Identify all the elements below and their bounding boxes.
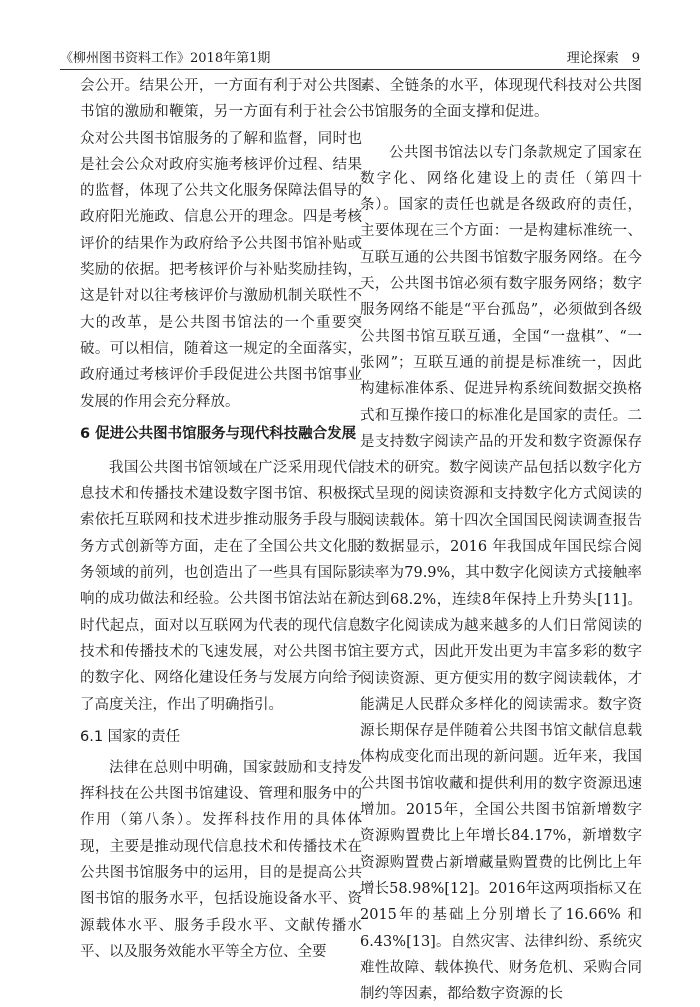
- paragraph: 我国公共图书馆领域在广泛采用现代信息技术和传播技术建设数字图书馆、积极探索依托互联网和技术进步推动服务手段与服务方式创新等方面，走在了全国公共文化服务领域的前列，也创造出了一些具有国际影响的成功做法和经验。公共图书馆法站在新时代起点，面对以互联网为代表的现代信息技术和传播技术的飞速发展，对公共图书馆的数字化、网络化建设任务与发展方向给予了高度关注，作出了明确指引。: [80, 459, 362, 713]
- paragraph: 会公开。结果公开，一方面有利于对公共图书馆的激励和鞭策，另一方面有利于社会公众对公共图书馆服务的了解和监督，同时也是社会公众对政府实施考核评价过程、结果的监督，体现了公共文化服务保障法倡导的政府阳光施政、信息公开的理念。四是考核评价的结果作为政府给予公共图书馆补贴或奖励的依据。把考核评价与补贴奖励挂钩，这是针对以往考核评价与激励机制关联性不大的改革，是公共图书馆法的一个重要突破。可以相信，随着这一规定的全面落实，政府通过考核评价手段促进公共图书馆事业发展的作用会充分释放。: [80, 78, 362, 410]
- subsection-heading: 6.1 国家的责任: [80, 728, 181, 745]
- left-column: [80, 73, 362, 965]
- paragraph: 法律在总则中明确，国家鼓励和支持发挥科技在公共图书馆建设、管理和服务中的作用（第八条）。发挥科技作用的具体体现，主要是推动现代信息技术和传播技术在公共图书馆服务中的运用，目的是提高公共图书馆的服务水平，包括设施设备水平、资源载体水平、服务手段水平、文献传播水平、以及服务效能水平等全方位、全要: [80, 759, 362, 960]
- journal-title: 《柳州图书资料工作》2018年第1期: [60, 51, 271, 66]
- paragraph: 素、全链条的水平，体现现代科技对公共图书馆服务的全面支撑和促进。: [360, 78, 642, 121]
- running-header: [60, 45, 640, 70]
- section-page-number: 理论探索 9: [566, 51, 640, 66]
- paragraph: 公共图书馆法以专门条款规定了国家在数字化、网络化建设上的责任（第四十条）。国家的责任也就是各级政府的责任，主要体现在三个方面：一是构建标准统一、互联互通的公共图书馆数字服务网络。在今天，公共图书馆必须有数字服务网络；数字服务网络不能是“平台孤岛”，必须做到各级公共图书馆互联互通，全国“一盘棋”、“一张网”；互联互通的前提是标准统一，因此构建标准体系、促进异构系统间数据交换格式和互操作接口的标准化是国家的责任。二是支持数字阅读产品的开发和数字资源保存技术的研究。数字阅读产品包括以数字化方式呈现的阅读资源和支持数字化方式阅读的阅读载体。第十四次全国国民阅读调查报告的数据显示，2016 年我国成年国民综合阅读率为79.9%，其中数字化阅读方式接触率达到68.2%，连续8年保持上升势头[11]。数字化阅读成为越来越多的人们日常阅读的主要方式，因此开发出更为丰富多彩的数字阅读资源、更方便实用的数字阅读载体，才能满足人民群众多样化的阅读需求。数字资源长期保存是伴随着公共图书馆文献信息载体构成变化而出现的新问题。近年来，我国公共图书馆收藏和提供利用的数字资源迅速增加。2015年，全国公共图书馆新增数字资源购置费比上年增长84.17%，新增数字资源购置费占新增藏量购置费的比例比上年增长58.98%[12]。2016年这两项指标又在2015年的基础上分别增长了16.66% 和6.43%[13]。自然灾害、法律纠纷、系统灾难性故障、载体换代、财务危机、采购合同制约等因素，都给数字资源的长: [360, 144, 642, 1003]
- section-heading: 6 促进公共图书馆服务与现代科技融合发展: [80, 425, 357, 442]
- right-column: [360, 73, 642, 1007]
